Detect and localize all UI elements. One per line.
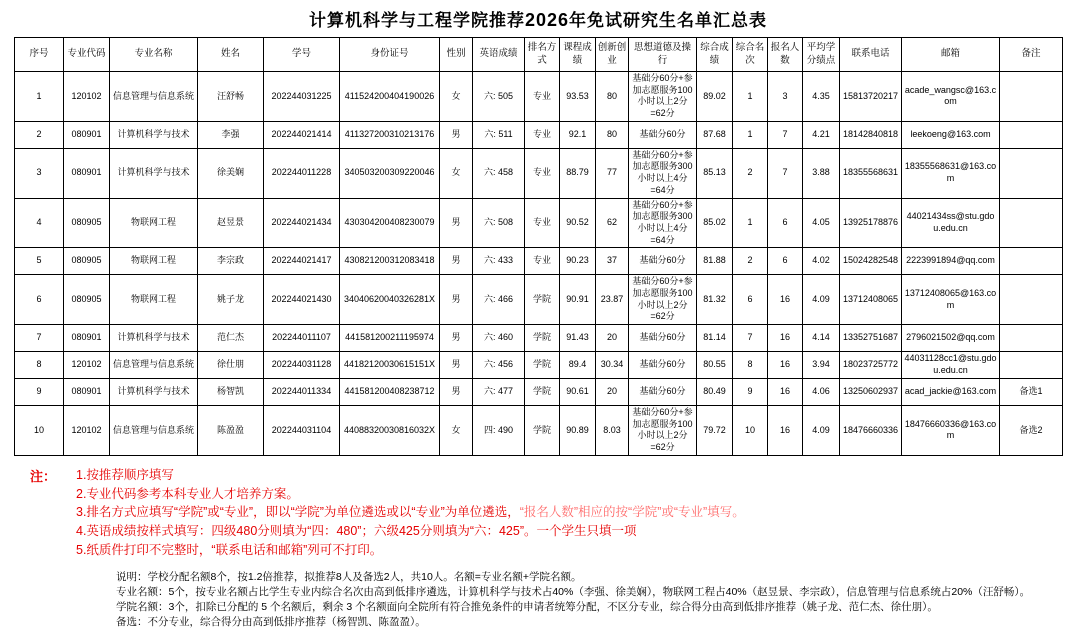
table-cell: 202244031225 — [264, 72, 340, 122]
table-cell: 4.21 — [803, 121, 840, 148]
table-cell: 77 — [596, 148, 629, 198]
table-row — [15, 248, 1063, 275]
column-header: 邮箱 — [902, 38, 1000, 72]
column-header: 综合成绩 — [697, 38, 733, 72]
title-prefix: 计算机科学与工程学院推荐 — [309, 11, 525, 30]
table-cell: 3 — [768, 72, 803, 122]
table-cell: 080905 — [64, 275, 110, 325]
table-cell: 男 — [440, 325, 473, 352]
table-cell: 男 — [440, 379, 473, 406]
table-cell: 18355568631 — [840, 148, 902, 198]
table-cell: 李强 — [198, 121, 264, 148]
table-cell: 8.03 — [596, 406, 629, 456]
table-cell: 基础分60分 — [629, 325, 697, 352]
table-cell: 16 — [768, 352, 803, 379]
table-cell: 202244021434 — [264, 198, 340, 248]
table-cell: 专业 — [525, 121, 560, 148]
table-row — [15, 325, 1063, 352]
table-cell: 信息管理与信息系统 — [110, 406, 198, 456]
table-cell: 专业 — [525, 148, 560, 198]
table-cell: 男 — [440, 121, 473, 148]
table-cell: 专业 — [525, 198, 560, 248]
table-cell: 徐仕朋 — [198, 352, 264, 379]
notes-section — [14, 466, 1062, 560]
table-cell: 2223991894@qq.com — [902, 248, 1000, 275]
table-cell: 信息管理与信息系统 — [110, 72, 198, 122]
table-row — [15, 148, 1063, 198]
table-cell: 18476660336@163.com — [902, 406, 1000, 456]
table-cell: 80 — [596, 72, 629, 122]
table-cell: 441581200408238712 — [340, 379, 440, 406]
table-cell: 15813720217 — [840, 72, 902, 122]
table-cell: 备选2 — [1000, 406, 1063, 456]
table-cell: 物联网工程 — [110, 275, 198, 325]
table-cell: 六: 505 — [473, 72, 525, 122]
table-cell: 16 — [768, 325, 803, 352]
column-header: 平均学分绩点 — [803, 38, 840, 72]
table-cell: 80 — [596, 121, 629, 148]
table-cell: 16 — [768, 406, 803, 456]
table-row — [15, 275, 1063, 325]
table-row — [15, 121, 1063, 148]
table-cell: 赵昱景 — [198, 198, 264, 248]
table-cell: 88.79 — [560, 148, 596, 198]
table-cell: 6 — [768, 198, 803, 248]
table-cell: 16 — [768, 379, 803, 406]
table-row — [15, 72, 1063, 122]
table-cell: 范仁杰 — [198, 325, 264, 352]
column-header: 备注 — [1000, 38, 1063, 72]
table-cell: 2 — [733, 148, 768, 198]
table-cell: 9 — [733, 379, 768, 406]
table-cell: 34040620040326281X — [340, 275, 440, 325]
table-cell: 7 — [768, 121, 803, 148]
table-cell: 90.91 — [560, 275, 596, 325]
table-cell: 441581200211195974 — [340, 325, 440, 352]
page-title — [14, 6, 1062, 31]
table-cell: 男 — [440, 352, 473, 379]
column-header: 报名人数 — [768, 38, 803, 72]
table-cell: 44182120030615151X — [340, 352, 440, 379]
table-cell: 202244011107 — [264, 325, 340, 352]
column-header: 性别 — [440, 38, 473, 72]
table-cell: 90.61 — [560, 379, 596, 406]
table-cell: 基础分60分+参加志愿服务100小时以上2分=62分 — [629, 275, 697, 325]
column-header: 身份证号 — [340, 38, 440, 72]
table-cell: 学院 — [525, 275, 560, 325]
column-header: 创新创业 — [596, 38, 629, 72]
table-cell: 080901 — [64, 325, 110, 352]
column-header: 综合名次 — [733, 38, 768, 72]
table-cell: 85.02 — [697, 198, 733, 248]
table-cell: 15024282548 — [840, 248, 902, 275]
table-cell: 91.43 — [560, 325, 596, 352]
description-line-2: 专业名额：5个，按专业名额占比学生专业内综合名次由高到低排序遴选，计算机科学与技术占40%（李强、徐美娴），物联网工程占40%（赵昱景、李宗政），信息管理与信息系统占20%（汪舒畅）。 — [116, 585, 1062, 600]
table-cell: 四: 490 — [473, 406, 525, 456]
note-items — [76, 466, 745, 560]
table-cell: leekoeng@163.com — [902, 121, 1000, 148]
table-cell: 物联网工程 — [110, 198, 198, 248]
table-cell: 85.13 — [697, 148, 733, 198]
table-cell: 202244021430 — [264, 275, 340, 325]
table-cell: 男 — [440, 248, 473, 275]
table-cell: 44031128cc1@stu.gdou.edu.cn — [902, 352, 1000, 379]
note-item-3-main: 3.排名方式应填写“学院”或“专业”，即以“学院”为单位遴选或以“专业”为单位遴选， — [76, 505, 520, 519]
table-cell: 女 — [440, 72, 473, 122]
table-cell: 202244011228 — [264, 148, 340, 198]
description-line-4: 备选：不分专业，综合得分由高到低排序推荐（杨智凯、陈盈盈）。 — [116, 615, 1062, 630]
note-item-2: 2.专业代码参考本科专业人才培养方案。 — [76, 485, 745, 504]
table-cell: 430821200312083418 — [340, 248, 440, 275]
table-cell: 5 — [15, 248, 64, 275]
table-cell: 37 — [596, 248, 629, 275]
table-cell: 4.09 — [803, 406, 840, 456]
table-row — [15, 379, 1063, 406]
table-cell: 120102 — [64, 406, 110, 456]
table-cell: 学院 — [525, 352, 560, 379]
table-cell: 120102 — [64, 72, 110, 122]
description-line-3: 学院名额：3个，扣除已分配的 5 个名额后，剩余 3 个名额面向全院所有符合推免条件的申请者统筹分配，不区分专业，综合得分由高到低排序推荐（姚子龙、范仁杰、徐仕朋）。 — [116, 600, 1062, 615]
table-cell: 六: 466 — [473, 275, 525, 325]
column-header: 专业名称 — [110, 38, 198, 72]
table-cell: 4.05 — [803, 198, 840, 248]
table-cell: 基础分60分 — [629, 379, 697, 406]
table-cell: 18142840818 — [840, 121, 902, 148]
table-cell: 411524200404190026 — [340, 72, 440, 122]
table-cell: 3.94 — [803, 352, 840, 379]
table-cell: 基础分60分+参加志愿服务100小时以上2分=62分 — [629, 72, 697, 122]
table-cell: 120102 — [64, 352, 110, 379]
table-cell: 90.23 — [560, 248, 596, 275]
table-cell: 杨智凯 — [198, 379, 264, 406]
table-cell: 18355568631@163.com — [902, 148, 1000, 198]
table-cell: 16 — [768, 275, 803, 325]
table-cell: 3 — [15, 148, 64, 198]
students-summary-table — [14, 37, 1063, 456]
table-row — [15, 406, 1063, 456]
table-cell: 411327200310213176 — [340, 121, 440, 148]
note-item-3 — [76, 503, 745, 522]
table-cell: 080905 — [64, 198, 110, 248]
column-header: 课程成绩 — [560, 38, 596, 72]
table-cell: 6 — [733, 275, 768, 325]
table-body — [15, 72, 1063, 456]
table-cell: 男 — [440, 198, 473, 248]
table-cell: 7 — [15, 325, 64, 352]
table-cell: 13352751687 — [840, 325, 902, 352]
table-cell: 10 — [15, 406, 64, 456]
table-cell: 六: 433 — [473, 248, 525, 275]
table-cell — [1000, 275, 1063, 325]
table-cell: 92.1 — [560, 121, 596, 148]
table-cell: 7 — [768, 148, 803, 198]
note-item-4: 4.英语成绩按样式填写：四级480分则填为“四：480”；六级425分则填为“六：425”。一个学生只填一项 — [76, 522, 745, 541]
description-line-1: 说明：学校分配名额8个，按1.2倍推荐，拟推荐8人及备选2人，共10人。名额=专业名额+学院名额。 — [116, 570, 1062, 585]
table-cell: 90.52 — [560, 198, 596, 248]
table-cell: 汪舒畅 — [198, 72, 264, 122]
table-cell: 女 — [440, 148, 473, 198]
table-cell: 430304200408230079 — [340, 198, 440, 248]
table-cell: 080901 — [64, 121, 110, 148]
table-cell: 62 — [596, 198, 629, 248]
table-cell: 基础分60分 — [629, 121, 697, 148]
table-cell: 3.88 — [803, 148, 840, 198]
table-cell: 专业 — [525, 72, 560, 122]
table-cell: 学院 — [525, 406, 560, 456]
note-item-1: 1.按推荐顺序填写 — [76, 466, 745, 485]
table-cell: 7 — [733, 325, 768, 352]
table-cell: 2 — [15, 121, 64, 148]
table-header-row — [15, 38, 1063, 72]
table-cell: 13925178876 — [840, 198, 902, 248]
table-cell: 30.34 — [596, 352, 629, 379]
table-cell: 18476660336 — [840, 406, 902, 456]
title-suffix: 年免试研究生名单汇总表 — [569, 11, 767, 30]
column-header: 序号 — [15, 38, 64, 72]
table-cell: 学院 — [525, 379, 560, 406]
table-cell: 陈盈盈 — [198, 406, 264, 456]
table-cell: 90.89 — [560, 406, 596, 456]
table-cell: 4.14 — [803, 325, 840, 352]
table-cell: 4.02 — [803, 248, 840, 275]
table-cell: 4.06 — [803, 379, 840, 406]
table-cell: 4 — [15, 198, 64, 248]
table-cell: 1 — [733, 72, 768, 122]
column-header: 排名方式 — [525, 38, 560, 72]
table-cell — [1000, 198, 1063, 248]
note-item-5: 5.纸质件打印不完整时，“联系电话和邮箱”列可不打印。 — [76, 541, 745, 560]
column-header: 学号 — [264, 38, 340, 72]
column-header: 专业代码 — [64, 38, 110, 72]
table-cell: 2796021502@qq.com — [902, 325, 1000, 352]
table-cell: 1 — [15, 72, 64, 122]
table-cell: 080901 — [64, 379, 110, 406]
table-cell: 备选1 — [1000, 379, 1063, 406]
table-cell: 1 — [733, 121, 768, 148]
note-label: 注： — [14, 466, 76, 560]
table-cell: 基础分60分+参加志愿服务300小时以上4分=64分 — [629, 148, 697, 198]
table-cell: 202244011334 — [264, 379, 340, 406]
table-cell: 基础分60分 — [629, 248, 697, 275]
table-cell: 80.55 — [697, 352, 733, 379]
table-cell: 93.53 — [560, 72, 596, 122]
table-cell: 计算机科学与技术 — [110, 379, 198, 406]
table-cell: 姚子龙 — [198, 275, 264, 325]
table-cell: 81.88 — [697, 248, 733, 275]
table-cell: 六: 460 — [473, 325, 525, 352]
table-cell: 6 — [15, 275, 64, 325]
table-cell: 计算机科学与技术 — [110, 121, 198, 148]
table-cell: 信息管理与信息系统 — [110, 352, 198, 379]
table-cell — [1000, 148, 1063, 198]
table-cell — [1000, 325, 1063, 352]
table-row — [15, 352, 1063, 379]
table-cell: 10 — [733, 406, 768, 456]
table-cell: 080905 — [64, 248, 110, 275]
table-cell: 2 — [733, 248, 768, 275]
table-cell: 1 — [733, 198, 768, 248]
table-cell: 89.02 — [697, 72, 733, 122]
table-cell: 专业 — [525, 248, 560, 275]
table-cell: 13250602937 — [840, 379, 902, 406]
column-header: 英语成绩 — [473, 38, 525, 72]
table-cell: 基础分60分 — [629, 352, 697, 379]
table-cell: 79.72 — [697, 406, 733, 456]
table-cell: 8 — [15, 352, 64, 379]
table-cell: 18023725772 — [840, 352, 902, 379]
table-cell: 六: 508 — [473, 198, 525, 248]
table-cell: 女 — [440, 406, 473, 456]
table-cell: 李宗政 — [198, 248, 264, 275]
table-cell: 8 — [733, 352, 768, 379]
table-cell: 物联网工程 — [110, 248, 198, 275]
table-cell: 202244031128 — [264, 352, 340, 379]
table-cell: 六: 456 — [473, 352, 525, 379]
table-row — [15, 198, 1063, 248]
table-cell — [1000, 248, 1063, 275]
table-cell: 9 — [15, 379, 64, 406]
table-cell: 20 — [596, 325, 629, 352]
table-cell: 13712408065 — [840, 275, 902, 325]
table-cell: 80.49 — [697, 379, 733, 406]
table-cell: 基础分60分+参加志愿服务100小时以上2分=62分 — [629, 406, 697, 456]
table-cell — [1000, 352, 1063, 379]
table-cell: 4.09 — [803, 275, 840, 325]
table-cell: 男 — [440, 275, 473, 325]
table-cell: 340503200309220046 — [340, 148, 440, 198]
table-cell: 202244031104 — [264, 406, 340, 456]
table-cell: 080901 — [64, 148, 110, 198]
table-cell — [1000, 72, 1063, 122]
table-cell: 徐美娴 — [198, 148, 264, 198]
table-cell: 计算机科学与技术 — [110, 325, 198, 352]
table-cell: 202244021417 — [264, 248, 340, 275]
table-cell: 87.68 — [697, 121, 733, 148]
table-cell: 202244021414 — [264, 121, 340, 148]
table-cell: 六: 511 — [473, 121, 525, 148]
table-cell: acade_wangsc@163.com — [902, 72, 1000, 122]
table-cell: 学院 — [525, 325, 560, 352]
table-cell: 计算机科学与技术 — [110, 148, 198, 198]
table-cell: 44021434ss@stu.gdou.edu.cn — [902, 198, 1000, 248]
column-header: 联系电话 — [840, 38, 902, 72]
table-cell: 44088320030816032X — [340, 406, 440, 456]
table-cell: 六: 477 — [473, 379, 525, 406]
table-cell: 6 — [768, 248, 803, 275]
table-cell: 81.32 — [697, 275, 733, 325]
column-header: 思想道德及操行 — [629, 38, 697, 72]
table-cell: 23.87 — [596, 275, 629, 325]
note-item-3-light: “报名人数”相应的按“学院”或“专业”填写。 — [520, 505, 745, 519]
description-section — [14, 570, 1062, 630]
table-cell: 13712408065@163.com — [902, 275, 1000, 325]
table-cell: 81.14 — [697, 325, 733, 352]
table-cell — [1000, 121, 1063, 148]
table-cell: 基础分60分+参加志愿服务300小时以上4分=64分 — [629, 198, 697, 248]
column-header: 姓名 — [198, 38, 264, 72]
table-cell: 89.4 — [560, 352, 596, 379]
title-year: 2026 — [525, 10, 569, 30]
table-cell: acad_jackie@163.com — [902, 379, 1000, 406]
table-cell: 4.35 — [803, 72, 840, 122]
table-cell: 20 — [596, 379, 629, 406]
table-cell: 六: 458 — [473, 148, 525, 198]
